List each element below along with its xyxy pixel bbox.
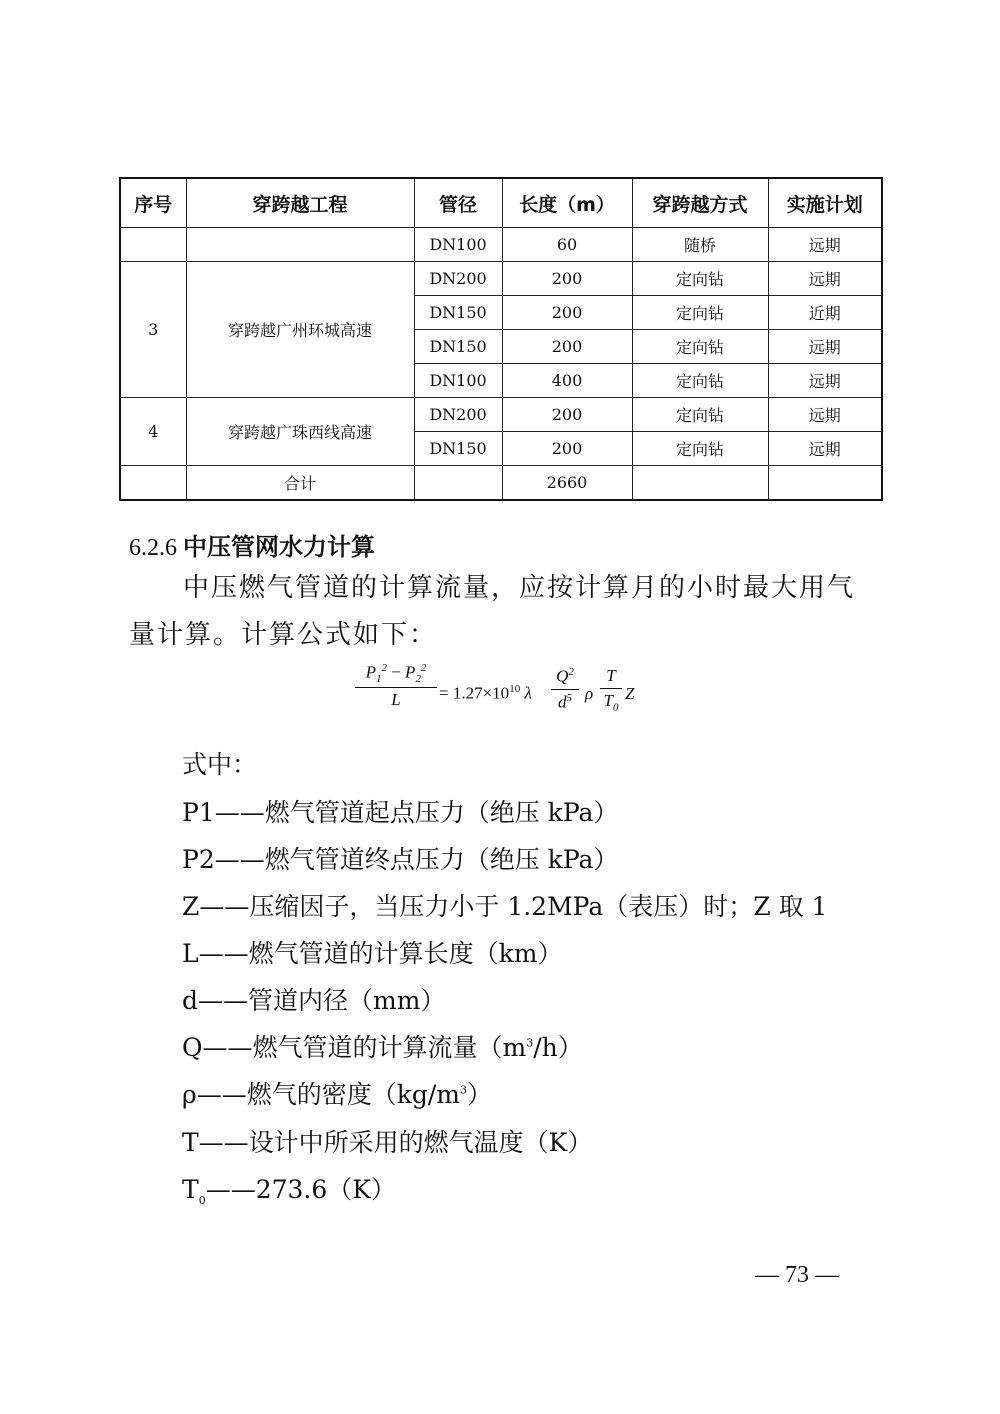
cell-seq: 4 xyxy=(120,398,186,466)
formula-t0-sub: 0 xyxy=(612,701,619,714)
formula-minus: − xyxy=(386,662,406,682)
page-number: — 73 — xyxy=(755,1262,839,1288)
definitions-intro: 式中： xyxy=(182,750,258,779)
header-seq: 序号 xyxy=(120,178,186,228)
total-length: 2660 xyxy=(502,466,632,501)
definition-q-sup: 3 xyxy=(526,1036,534,1050)
cell-plan: 远期 xyxy=(768,228,882,262)
definition-p1: P1——燃气管道起点压力（绝压 kPa） xyxy=(182,798,619,827)
section-title: 中压管网水力计算 xyxy=(183,533,375,561)
section-number: 6.2.6 xyxy=(129,535,177,561)
header-project: 穿跨越工程 xyxy=(186,178,414,228)
total-label: 合计 xyxy=(186,466,414,501)
cell-method: 定向钻 xyxy=(632,330,768,364)
formula-p1-sub: 1 xyxy=(375,673,382,686)
cell-length: 60 xyxy=(502,228,632,262)
cell-diameter: DN100 xyxy=(414,228,502,262)
table-total-row xyxy=(120,466,882,501)
definition-q-unit: /h） xyxy=(533,1033,583,1062)
formula-z: Z xyxy=(625,684,635,703)
formula-p1: P xyxy=(365,662,376,682)
cell-method: 定向钻 xyxy=(632,262,768,296)
header-length: 长度（m） xyxy=(502,178,632,228)
definition-t: T——设计中所采用的燃气温度（K） xyxy=(182,1128,593,1157)
header-diameter: 管径 xyxy=(414,178,502,228)
definition-p2: P2——燃气管道终点压力（绝压 kPa） xyxy=(182,845,619,874)
cell-method xyxy=(632,466,768,501)
fraction-bar xyxy=(600,688,622,689)
header-method: 穿跨越方式 xyxy=(632,178,768,228)
definition-t0-sub: 0 xyxy=(198,1194,206,1207)
cell-method: 定向钻 xyxy=(632,398,768,432)
formula-equals: = 1.27×10 xyxy=(439,683,510,703)
definition-rho-text: ρ——燃气的密度（kg/m xyxy=(182,1080,460,1109)
formula-d-sup: 5 xyxy=(566,691,572,704)
cell-diameter: DN150 xyxy=(414,432,502,466)
cell-diameter: DN200 xyxy=(414,262,502,296)
formula-rho: ρ xyxy=(585,684,594,703)
definition-q xyxy=(182,1028,583,1064)
cell-plan: 远期 xyxy=(768,364,882,398)
formula-t-fraction xyxy=(600,666,622,713)
cell-plan: 远期 xyxy=(768,432,882,466)
crossing-table xyxy=(119,177,883,501)
cell-project xyxy=(186,228,414,262)
cell-diameter: DN100 xyxy=(414,364,502,398)
formula-p1-sup: 2 xyxy=(381,662,387,674)
definition-z: Z——压缩因子，当压力小于 1.2MPa（表压）时；Z 取 1 xyxy=(182,892,828,921)
formula-exponent: 10 xyxy=(509,683,521,695)
formula-q-fraction xyxy=(551,666,579,712)
header-plan: 实施计划 xyxy=(768,178,882,228)
cell-length: 200 xyxy=(502,296,632,330)
cell-seq xyxy=(120,466,186,501)
formula-p2-sup: 2 xyxy=(420,662,427,674)
table-row xyxy=(120,228,882,262)
definition-t0 xyxy=(182,1170,396,1207)
formula-lambda: λ xyxy=(520,683,532,703)
cell-method: 定向钻 xyxy=(632,364,768,398)
definition-d: d——管道内径（mm） xyxy=(182,986,446,1015)
cell-seq: 3 xyxy=(120,262,186,398)
definition-q-text: Q——燃气管道的计算流量（m xyxy=(182,1033,527,1062)
cell-plan: 远期 xyxy=(768,262,882,296)
cell-length: 200 xyxy=(502,432,632,466)
definition-t0-symbol: T xyxy=(182,1175,199,1204)
cell-diameter: DN150 xyxy=(414,330,502,364)
definition-t0-text: ——273.6（K） xyxy=(205,1175,396,1204)
cell-project: 穿跨越广珠西线高速 xyxy=(186,398,414,466)
formula-p2: P xyxy=(405,662,416,682)
formula-q: Q xyxy=(556,666,569,686)
cell-method: 随桥 xyxy=(632,228,768,262)
fraction-bar xyxy=(355,687,437,688)
definition-rho-unit: ） xyxy=(466,1080,492,1109)
cell-plan xyxy=(768,466,882,501)
formula-t0: T xyxy=(603,691,613,710)
cell-length: 200 xyxy=(502,398,632,432)
formula-d: d xyxy=(558,692,567,712)
definition-rho-sup: 3 xyxy=(459,1083,467,1097)
definition-rho xyxy=(182,1075,492,1111)
cell-plan: 近期 xyxy=(768,296,882,330)
definition-l: L——燃气管道的计算长度（km） xyxy=(182,939,563,968)
formula-l: L xyxy=(391,690,401,710)
formula-t: T xyxy=(606,666,616,685)
table-row xyxy=(120,262,882,296)
section-heading xyxy=(129,527,375,562)
formula-coefficient xyxy=(439,683,532,704)
table-row xyxy=(120,398,882,432)
cell-length: 400 xyxy=(502,364,632,398)
cell-method: 定向钻 xyxy=(632,432,768,466)
cell-length: 200 xyxy=(502,262,632,296)
formula-q-sup: 2 xyxy=(568,666,574,678)
cell-diameter: DN200 xyxy=(414,398,502,432)
cell-plan: 远期 xyxy=(768,398,882,432)
cell-diameter xyxy=(414,466,502,501)
cell-project: 穿跨越广州环城高速 xyxy=(186,262,414,398)
body-paragraph: 中压燃气管道的计算流量，应按计算月的小时最大用气量计算。计算公式如下： xyxy=(129,573,856,650)
fraction-bar xyxy=(551,689,579,690)
formula-p2-sub: 2 xyxy=(415,673,421,686)
cell-seq xyxy=(120,228,186,262)
formula-lhs-fraction xyxy=(355,662,437,710)
cell-diameter: DN150 xyxy=(414,296,502,330)
cell-plan: 远期 xyxy=(768,330,882,364)
table-header-row xyxy=(120,178,882,228)
cell-length: 200 xyxy=(502,330,632,364)
cell-method: 定向钻 xyxy=(632,296,768,330)
